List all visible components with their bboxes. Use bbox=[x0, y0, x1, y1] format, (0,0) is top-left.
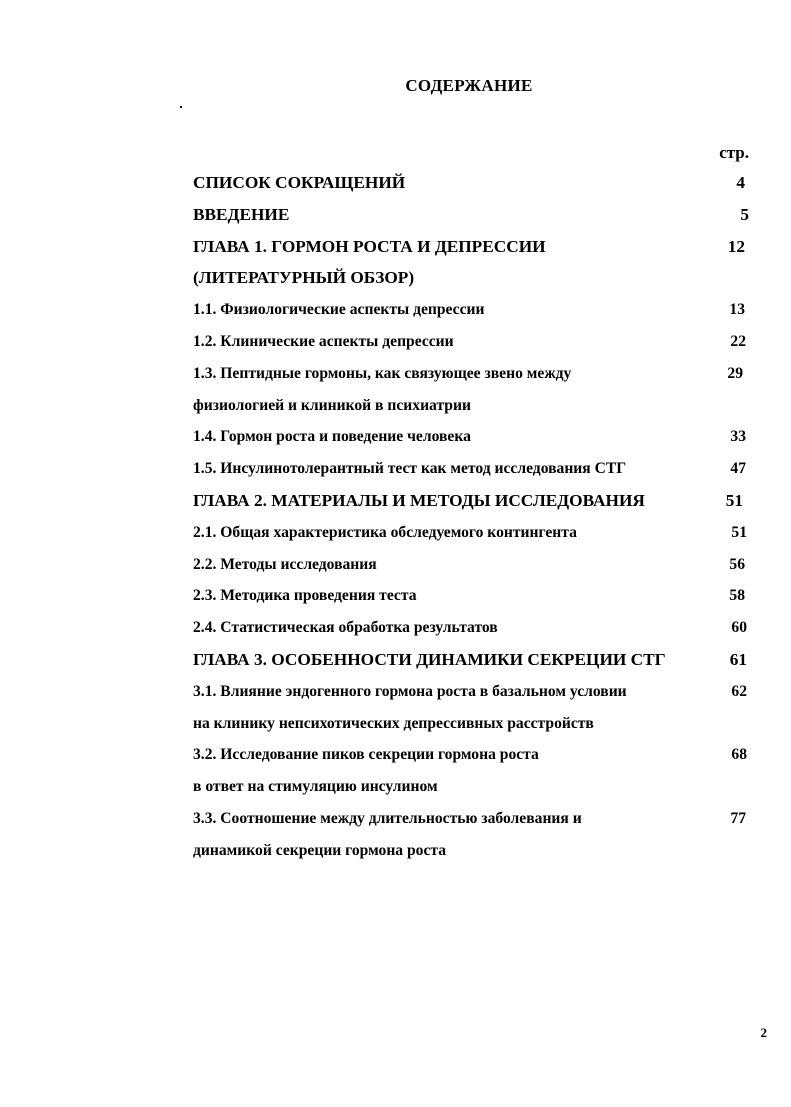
page-column-label: стр. bbox=[719, 143, 749, 162]
toc-entry-page: 56 bbox=[729, 555, 745, 573]
toc-entry-page: 29 bbox=[727, 364, 743, 382]
toc-entry-text: 1.1. Физиологические аспекты депрессии bbox=[193, 301, 485, 319]
toc-entry bbox=[193, 326, 749, 358]
toc-entry-text: (ЛИТЕРАТУРНЫЙ ОБЗОР) bbox=[193, 268, 415, 288]
toc-entry bbox=[193, 676, 749, 708]
toc-entry-text: на клинику непсихотических депрессивных расстройств bbox=[193, 714, 594, 732]
toc-entry bbox=[193, 612, 749, 644]
toc-entry-text: в ответ на стимуляцию инсулином bbox=[193, 778, 438, 796]
toc-entry-page: 60 bbox=[731, 619, 747, 637]
scan-speck bbox=[180, 106, 182, 108]
toc-entry bbox=[193, 294, 749, 326]
toc-entry bbox=[193, 453, 749, 485]
toc-entry-text: 3.2. Исследование пиков секреции гормона роста bbox=[193, 746, 539, 764]
toc-entry bbox=[193, 771, 749, 803]
toc-entry-page: 5 bbox=[740, 204, 749, 224]
toc-entry bbox=[193, 708, 749, 740]
toc-entry-page: 4 bbox=[736, 173, 745, 192]
toc-entry bbox=[193, 390, 749, 422]
toc-entry-page: 68 bbox=[731, 746, 747, 764]
toc-entry bbox=[193, 262, 749, 294]
toc-entry bbox=[193, 167, 749, 199]
toc-entry bbox=[193, 644, 749, 676]
toc-entry-page: 58 bbox=[729, 587, 745, 605]
toc-entry bbox=[193, 835, 749, 867]
toc-entry-page: 51 bbox=[731, 523, 747, 541]
toc-entry-text: 1.5. Инсулинотолерантный тест как метод исследования СТГ bbox=[193, 460, 627, 478]
toc-entry-text: ВВЕДЕНИЕ bbox=[193, 204, 290, 224]
toc-entry bbox=[193, 358, 749, 390]
toc-entry-page: 13 bbox=[729, 301, 745, 319]
toc-entry-page: 51 bbox=[725, 490, 743, 510]
toc-entry-page: 77 bbox=[730, 809, 746, 827]
toc-entry bbox=[193, 231, 749, 263]
toc-entry-text: 2.1. Общая характеристика обследуемого контингента bbox=[193, 523, 577, 541]
toc-entry-text: 3.1. Влияние эндогенного гормона роста в базальном условии bbox=[193, 682, 627, 700]
toc-entry-text: физиологией и клиникой в психиатрии bbox=[193, 396, 471, 414]
toc-entry-text: 2.3. Методика проведения теста bbox=[193, 587, 417, 605]
toc-entry-page: 33 bbox=[730, 428, 746, 446]
toc-entry-page: 12 bbox=[727, 236, 745, 256]
toc-entry-page: 22 bbox=[730, 332, 746, 350]
document-title: СОДЕРЖАНИЕ bbox=[405, 76, 533, 95]
toc-entry bbox=[193, 803, 749, 835]
toc-entry bbox=[193, 485, 749, 517]
toc-entry-text: динамикой секреции гормона роста bbox=[193, 841, 447, 859]
toc-entry-page: 61 bbox=[729, 649, 747, 669]
table-of-contents bbox=[193, 167, 749, 867]
toc-entry bbox=[193, 421, 749, 453]
toc-entry-text: 1.3. Пептидные гормоны, как связующее звено между bbox=[193, 364, 572, 382]
toc-entry bbox=[193, 199, 749, 231]
toc-entry-page: 47 bbox=[730, 460, 746, 478]
toc-entry-text: ГЛАВА 1. ГОРМОН РОСТА И ДЕПРЕССИИ bbox=[193, 236, 546, 256]
toc-entry-text: ГЛАВА 2. МАТЕРИАЛЫ И МЕТОДЫ ИССЛЕДОВАНИЯ bbox=[193, 490, 645, 510]
toc-entry-page: 62 bbox=[731, 682, 747, 700]
toc-entry-text: 1.2. Клинические аспекты депрессии bbox=[193, 332, 454, 350]
toc-entry bbox=[193, 739, 749, 771]
toc-entry-text: ГЛАВА 3. ОСОБЕННОСТИ ДИНАМИКИ СЕКРЕЦИИ СТГ bbox=[193, 649, 666, 669]
toc-entry bbox=[193, 517, 749, 549]
toc-entry bbox=[193, 549, 749, 581]
toc-entry-text: 2.4. Статистическая обработка результатов bbox=[193, 619, 498, 637]
toc-entry bbox=[193, 580, 749, 612]
page-number: 2 bbox=[760, 1025, 767, 1040]
toc-entry-text: 2.2. Методы исследования bbox=[193, 555, 377, 573]
toc-entry-text: 3.3. Соотношение между длительностью заболевания и bbox=[193, 809, 582, 827]
toc-entry-text: СПИСОК СОКРАЩЕНИЙ bbox=[193, 173, 406, 192]
toc-entry-text: 1.4. Гормон роста и поведение человека bbox=[193, 428, 471, 446]
